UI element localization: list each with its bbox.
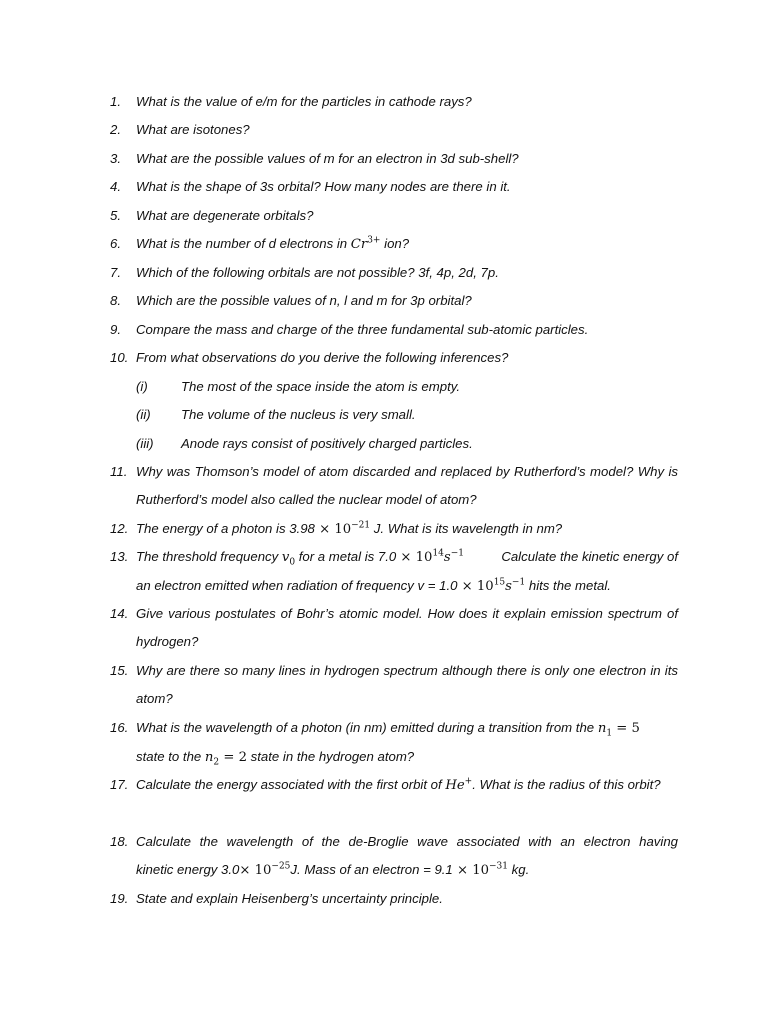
- chromium-symbol: Cr: [350, 237, 368, 252]
- question-text-part: ion?: [380, 236, 410, 251]
- sub-item-text: Anode rays consist of positively charged particles.: [181, 436, 473, 451]
- question-number: 9.: [110, 322, 121, 337]
- question-text-part: J. Mass of an electron = 9.1: [290, 862, 453, 878]
- question-number: 17.: [110, 777, 129, 792]
- question-text: What are the possible values of m for an electron in 3d sub-shell?: [136, 151, 519, 166]
- question-13: [110, 543, 678, 602]
- question-text: Give various postulates of Bohr’s atomic model. How does it explain emission spectrum of hydrogen?: [136, 606, 678, 650]
- unit-exponent: −1: [450, 548, 464, 559]
- question-number: 2.: [110, 122, 121, 137]
- question-text-part: Calculate the kinetic energy of: [501, 549, 678, 564]
- question-text: Which of the following orbitals are not possible? 3f, 4p, 2d, 7p.: [136, 265, 499, 280]
- sub-item-text: The most of the space inside the atom is empty.: [181, 379, 461, 394]
- question-text: [136, 230, 678, 259]
- question-text-part: . What is the radius of this orbit?: [472, 777, 661, 792]
- sub-item-text: The volume of the nucleus is very small.: [181, 407, 416, 422]
- ion-charge: +: [464, 776, 473, 787]
- sub-item-numeral: (i): [136, 379, 148, 394]
- question-text-line-2: [136, 743, 678, 772]
- ion-charge: 3+: [367, 235, 381, 246]
- question-14: [110, 600, 678, 657]
- question-number: 3.: [110, 151, 121, 166]
- times-sign: ×: [457, 579, 477, 595]
- question-text: Why are there so many lines in hydrogen spectrum although there is only one electron in its atom?: [136, 663, 678, 707]
- question-number: 4.: [110, 179, 121, 194]
- quantum-number-symbol: n: [597, 721, 607, 736]
- question-text-line-1: [136, 714, 678, 743]
- power-base: 10: [472, 863, 489, 879]
- question-number: 18.: [110, 834, 129, 849]
- question-11: [110, 458, 678, 515]
- question-number: 7.: [110, 265, 121, 280]
- quantum-number-value: = 5: [612, 721, 640, 736]
- question-text-part: What is the number of d electrons in: [136, 236, 351, 251]
- unit-symbol: s: [443, 550, 451, 565]
- power-base: 10: [334, 522, 352, 537]
- question-text-part: state in the hydrogen atom?: [246, 749, 415, 765]
- times-sign: ×: [396, 550, 416, 565]
- question-number: 6.: [110, 236, 121, 251]
- question-text: What are isotones?: [136, 122, 250, 137]
- quantum-number-value: = 2: [219, 750, 247, 766]
- quantum-number-symbol: n: [204, 750, 214, 766]
- question-text: From what observations do you derive the following inferences?: [136, 350, 509, 365]
- question-text-part: for a metal is 7.0: [295, 549, 397, 564]
- question-text-line-1: [136, 543, 678, 572]
- question-number: 5.: [110, 208, 121, 223]
- question-text: [136, 771, 678, 800]
- power-exponent: −31: [489, 862, 508, 873]
- question-text-part: state to the: [136, 749, 205, 765]
- question-text: Why was Thomson’s model of atom discarded and replaced by Rutherford’s model? Why is Rutherford’s model also called the nuclear model of atom?: [136, 464, 678, 508]
- question-1: [110, 88, 678, 116]
- question-5: [110, 202, 678, 230]
- question-number: 15.: [110, 663, 129, 678]
- question-19: [110, 885, 678, 913]
- question-3: [110, 145, 678, 173]
- question-text-part: hits the metal.: [525, 578, 611, 594]
- question-text: State and explain Heisenberg’s uncertainty principle.: [136, 891, 443, 906]
- question-15: [110, 657, 678, 714]
- times-sign: ×: [314, 522, 335, 537]
- question-4: [110, 173, 678, 201]
- question-number: 16.: [110, 720, 129, 735]
- question-text: What are degenerate orbitals?: [136, 208, 314, 223]
- question-text-part: What is the wavelength of a photon (in nm) emitted during a transition from the: [136, 720, 598, 735]
- power-base: 10: [254, 863, 272, 879]
- subscript: 1: [606, 728, 613, 739]
- question-12: [110, 515, 678, 544]
- question-number: 8.: [110, 293, 121, 308]
- question-text-line-2: [136, 856, 678, 885]
- question-number: 10.: [110, 350, 129, 365]
- question-10: [110, 344, 678, 372]
- power-base: 10: [415, 550, 433, 565]
- question-text-part: kinetic energy 3.0: [136, 862, 240, 878]
- helium-symbol: He: [445, 778, 465, 793]
- question-number: 19.: [110, 891, 129, 906]
- question-number: 1.: [110, 94, 121, 109]
- question-text: What is the value of e/m for the particles in cathode rays?: [136, 94, 472, 109]
- subscript: 0: [289, 557, 296, 568]
- question-16: [110, 714, 678, 773]
- sub-item-numeral: (iii): [136, 436, 154, 451]
- power-exponent: −21: [351, 520, 371, 531]
- question-number: 13.: [110, 549, 129, 564]
- question-text: Compare the mass and charge of the three fundamental sub-atomic particles.: [136, 322, 589, 337]
- question-text-part: J. What is its wavelength in nm?: [370, 521, 563, 536]
- times-sign: ×: [452, 863, 473, 879]
- question-text: [136, 515, 678, 544]
- power-exponent: −25: [271, 862, 291, 873]
- question-number: 14.: [110, 606, 129, 621]
- question-text-part: The energy of a photon is 3.98: [136, 521, 315, 536]
- times-sign: ×: [239, 863, 255, 879]
- threshold-frequency-symbol: v: [281, 550, 290, 565]
- question-8: [110, 287, 678, 315]
- unit-symbol: s: [505, 579, 512, 595]
- subscript: 2: [213, 758, 220, 769]
- power-exponent: 15: [493, 578, 506, 589]
- question-text-line-2: [136, 572, 678, 601]
- question-number: 11.: [110, 464, 128, 479]
- line-segment: [136, 543, 464, 572]
- question-text-part: an electron emitted when radiation of frequency v = 1.0: [136, 578, 458, 594]
- sub-item-numeral: (ii): [136, 407, 151, 422]
- question-18: [110, 828, 678, 886]
- power-base: 10: [476, 579, 494, 595]
- question-text-line-1: Calculate the wavelength of the de-Broglie wave associated with an electron having: [136, 834, 678, 849]
- question-9: [110, 316, 678, 344]
- question-text-part: kg.: [508, 862, 530, 878]
- question-text: Which are the possible values of n, l and m for 3p orbital?: [136, 293, 472, 308]
- question-2: [110, 116, 678, 144]
- question-text: What is the shape of 3s orbital? How many nodes are there in it.: [136, 179, 511, 194]
- power-exponent: 14: [432, 548, 444, 559]
- question-7: [110, 259, 678, 287]
- question-text-part: Calculate the energy associated with the first orbit of: [136, 777, 446, 792]
- question-number: 12.: [110, 521, 129, 536]
- question-17: [110, 771, 678, 800]
- question-6: [110, 230, 678, 259]
- unit-exponent: −1: [511, 578, 526, 589]
- question-text-part: The threshold frequency: [136, 549, 282, 564]
